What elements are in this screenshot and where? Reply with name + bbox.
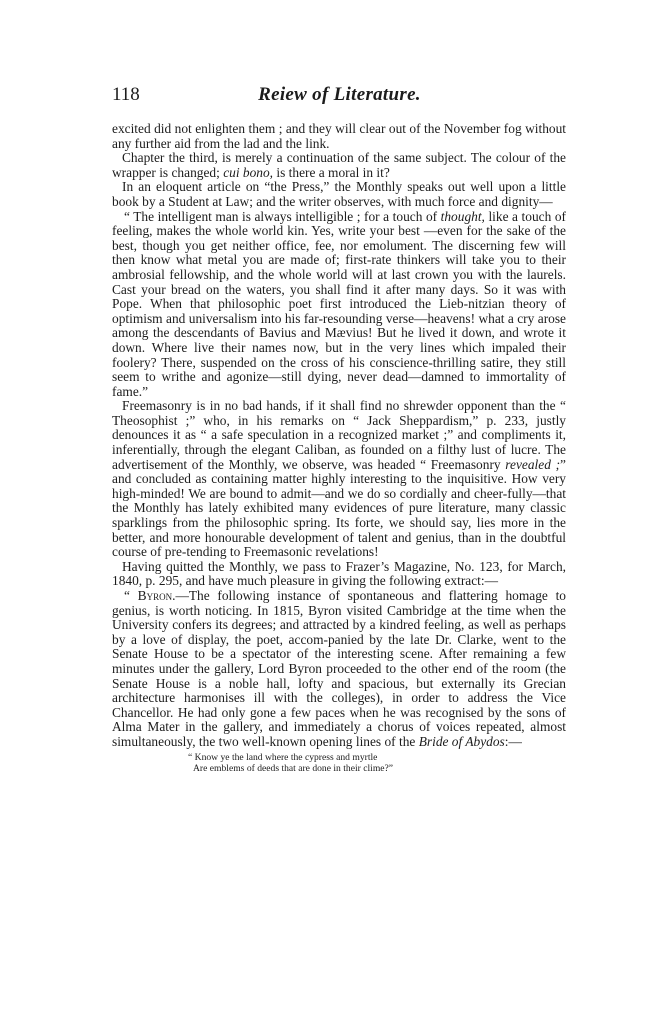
quoted-passage-byron xyxy=(112,589,566,750)
text-run: Freemasonry is in no bad hands, if it shall find no shrewder opponent than the “ Theosophist ;” who, in his remarks on “ Jack Sheppardism,” p. 233, justly denounces it as “ a safe speculation in a recognized market ;” and compliments it, inferentially, through the elegant Caliban, as founded on a filthy lust of lucre. The advertisement of the Monthly, we observe, was headed “ Freemasonry xyxy=(112,398,566,472)
verse-line: Are emblems of deeds that are done in their clime?” xyxy=(193,762,394,774)
verse-quotation xyxy=(188,752,566,774)
text-run: “ xyxy=(124,588,138,603)
paragraph-continuation: excited did not enlighten them ; and they will clear out of the November fog without any further aid from the lad and the link. xyxy=(112,121,566,151)
running-title: Reiew of Literature. xyxy=(258,84,421,105)
text-run: —The following instance of spontaneous and flattering homage to genius, is worth noticing. In 1815, Byron visited Cambridge at the time when the University confers its degrees; and attracted by a kindred feeling, as well as perhaps by a love of display, the poet, accom-panied by the late Dr. Clarke, went to the Senate House to be a spectator of the interesting scene. After remaining a few minutes under the gallery, Lord Byron proceeded to the other end of the room (the Senate House is a noble hall, lofty and spacious, but externally its Grecian architecture harmonises ill with the colleges), in order to address the Vice Chancellor. He had only gone a few paces when he was recognised by the sons of Alma Mater in the gallery, and immediately a chorus of voices repeated, almost simultaneously, the two well-known opening lines of the xyxy=(112,588,566,749)
paragraph-frazers-magazine: Having quitted the Monthly, we pass to Frazer’s Magazine, No. 123, for March, 1840, p. 295, and have much pleasure in giving the following extract:— xyxy=(112,558,566,589)
body-text xyxy=(112,122,566,774)
italic-phrase: thought, xyxy=(440,208,485,224)
italic-title: Bride of Abydos xyxy=(418,733,505,749)
italic-phrase: cui bono, xyxy=(223,164,274,180)
quoted-passage-intelligent-man xyxy=(112,210,566,400)
verse-line: “ Know ye the land where the cypress and myrtle xyxy=(188,751,378,763)
running-head xyxy=(112,84,567,108)
text-run: is there a moral in it? xyxy=(273,164,390,180)
text-run: :— xyxy=(504,733,522,749)
text-run: like a touch of feeling, makes the whole world kin. Yes, write your best —even for the sake of the best, though you get neither office, fee, nor emolument. The discerning few will then know what metal you are made of; first-rate thinkers will take you to their ambrosial fellowship, and the whole world will at last crown you with the laurels. Cast your bread on the waters, you shall find it after many days. So it was with Pope. When that philosophic poet first introduced the Lieb-nitzian theory of optimism and universalism into his far-resounding verse—heavens! what a cry arose among the descendants of Bavius and Mævius! But he lived it down, and wrote it down. Where live their names now, but in the very lines which impaled their foolery? There, suspended on the cross of his conscience-thrilling satire, they still seem to writhe and agonize—still dying, never dead—damned to immortality of fame.” xyxy=(112,208,566,399)
text-run: Chapter the third, is merely a continuation of the same subject. The colour of the wrapper is changed; xyxy=(112,150,566,180)
page-number: 118 xyxy=(112,84,140,105)
paragraph-press-article: In an eloquent article on “the Press,” the Monthly speaks out well upon a little book by a Student at Law; and the writer observes, with much force and dignity— xyxy=(112,179,566,209)
italic-phrase: revealed ; xyxy=(505,456,561,472)
small-caps-heading: Byron. xyxy=(137,588,176,603)
text-run: ” and concluded as containing matter highly interesting to the inquisitive. How very high-minded! We are bound to admit—and we do so cordially and cheer-fully—that the Monthly has lately exhibited many evidences of pure literature, many classic sparklings from the philosophic spring. Its forte, we should say, lies more in the better, and more honourable development of talent and genius, than in the doubtful course of pre-tending to Freemasonic revelations! xyxy=(112,456,566,560)
paragraph-freemasonry xyxy=(112,399,566,560)
text-run: “ The intelligent man is always intelligible ; for a touch of xyxy=(124,208,441,224)
paragraph-chapter-third xyxy=(112,151,566,180)
